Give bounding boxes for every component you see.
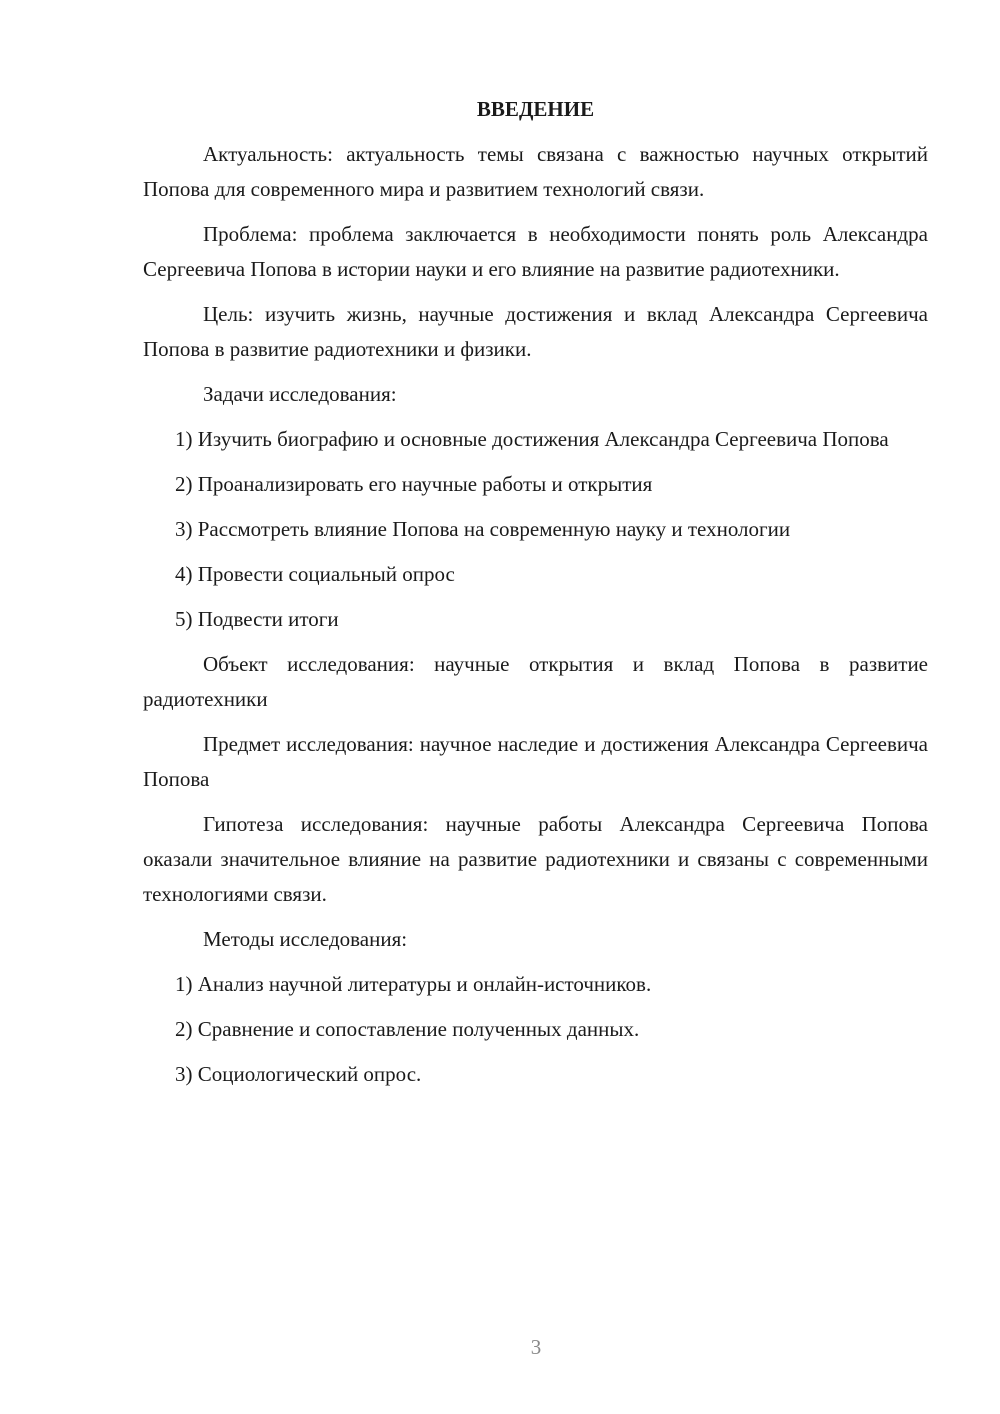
- hypothesis-paragraph: Гипотеза исследования: научные работы Александра Сергеевича Попова оказали значительное влияние на развитие радиотехники и связаны с современными технологиями связи.: [143, 812, 928, 906]
- goal-paragraph: Цель: изучить жизнь, научные достижения и вклад Александра Сергеевича Попова в развитие радиотехники и физики.: [143, 302, 928, 361]
- method-item: 1) Анализ научной литературы и онлайн-источников.: [175, 972, 652, 996]
- task-item: 1) Изучить биографию и основные достижения Александра Сергеевича Попова: [175, 427, 889, 451]
- subject-paragraph: Предмет исследования: научное наследие и достижения Александра Сергеевича Попова: [143, 732, 928, 791]
- tasks-heading: Задачи исследования:: [203, 382, 397, 406]
- problem-paragraph: Проблема: проблема заключается в необходимости понять роль Александра Сергеевича Попова в истории науки и его влияние на развитие радиотехники.: [143, 222, 928, 281]
- task-item: 3) Рассмотреть влияние Попова на современную науку и технологии: [175, 517, 791, 541]
- method-item: 3) Социологический опрос.: [175, 1062, 422, 1086]
- relevance-paragraph: Актуальность: актуальность темы связана с важностью научных открытий Попова для современного мира и развитием технологий связи.: [143, 142, 928, 201]
- method-item: 2) Сравнение и сопоставление полученных данных.: [175, 1017, 640, 1041]
- page-title: ВВЕДЕНИЕ: [476, 97, 595, 121]
- task-item: 4) Провести социальный опрос: [175, 562, 455, 586]
- task-item: 2) Проанализировать его научные работы и открытия: [175, 472, 653, 496]
- object-paragraph: Объект исследования: научные открытия и вклад Попова в развитие радиотехники: [143, 652, 928, 711]
- page-number: 3: [530, 1335, 542, 1359]
- task-item: 5) Подвести итоги: [175, 607, 339, 631]
- methods-heading: Методы исследования:: [203, 927, 408, 951]
- document-body: [143, 92, 928, 1102]
